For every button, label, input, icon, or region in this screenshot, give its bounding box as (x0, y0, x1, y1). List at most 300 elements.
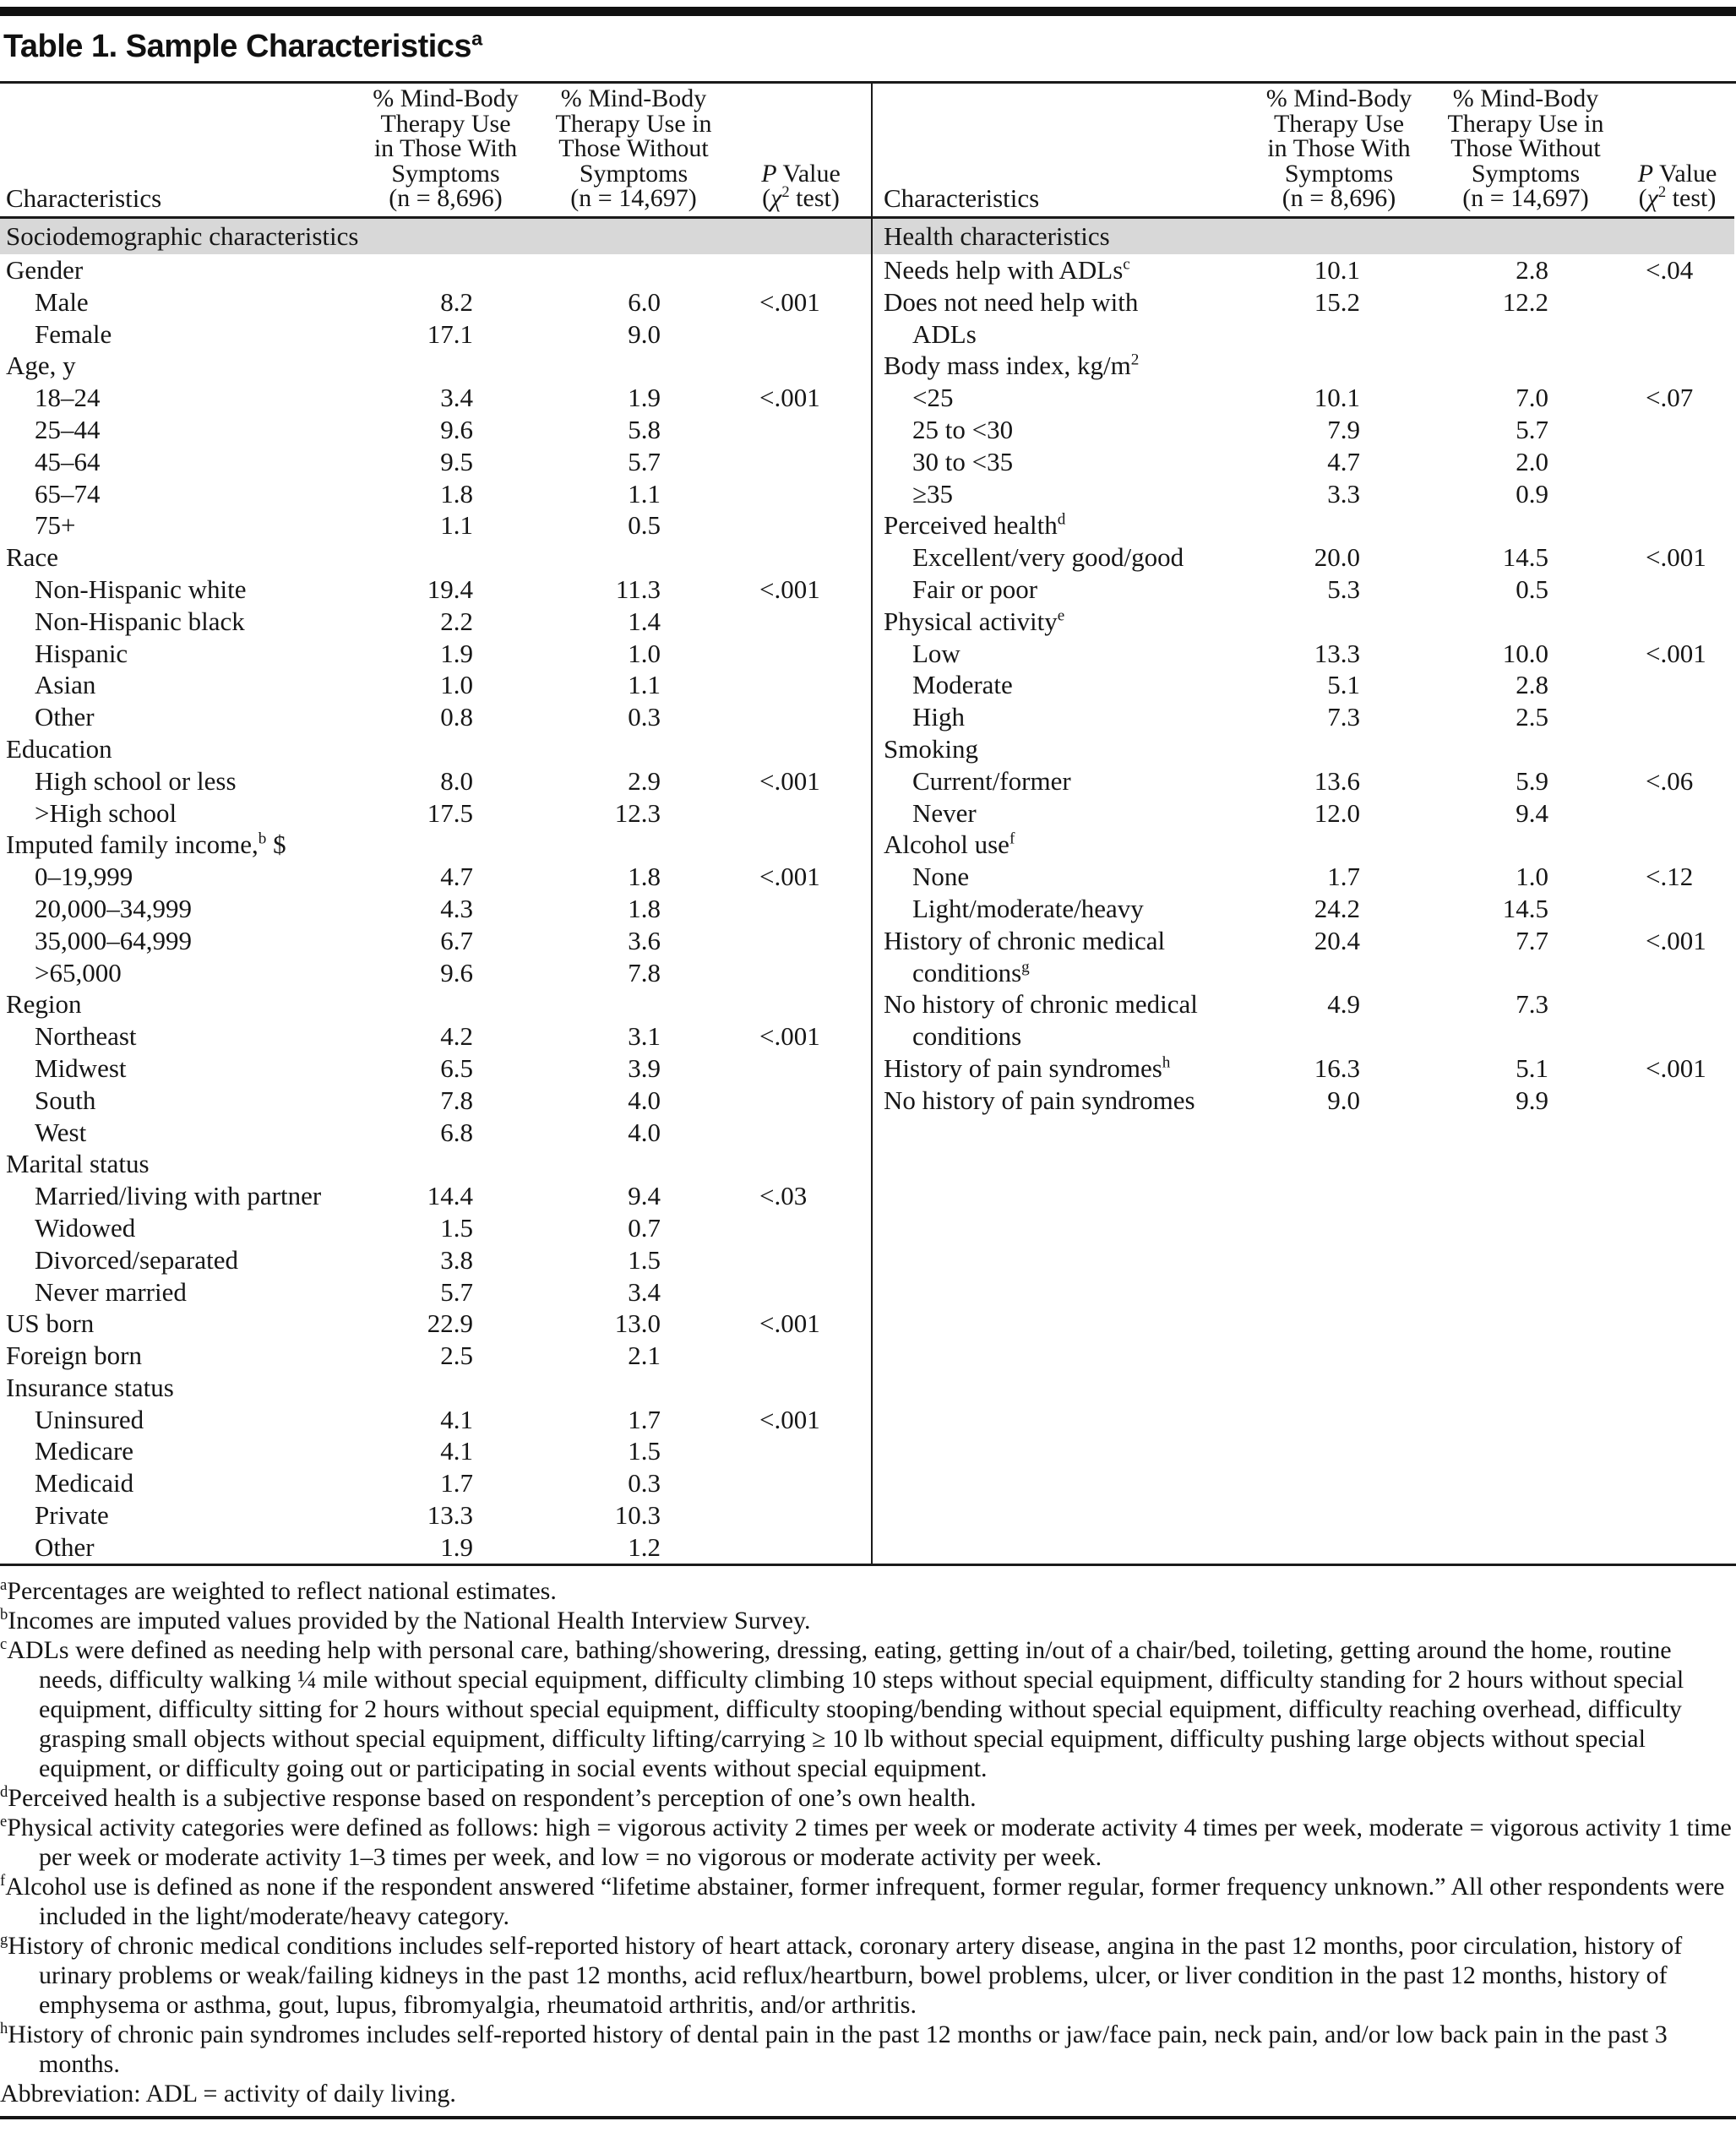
row-label: Widowed (35, 1212, 136, 1243)
sociodemographic-rows (0, 254, 871, 1564)
p-value (661, 478, 871, 510)
value-without-symptoms: 2.1 (628, 1341, 661, 1371)
row-label: High (912, 702, 965, 732)
p-value (1548, 957, 1734, 989)
p-value (1548, 701, 1734, 733)
row-label: Needs help with ADLs$^c$ (884, 255, 1130, 285)
value-without-symptoms: 3.1 (628, 1021, 661, 1052)
row-label: Marital status (6, 1149, 150, 1179)
value-without-symptoms: 0.3 (628, 1468, 661, 1498)
row-label: Never (912, 797, 977, 828)
table-row (0, 254, 871, 286)
p-value (1548, 350, 1734, 382)
p-value (661, 893, 871, 925)
row-label: Medicare (35, 1436, 134, 1466)
p-value (661, 541, 871, 574)
table-row (871, 1020, 1734, 1052)
row-label: Moderate (912, 670, 1013, 700)
table-row (0, 1117, 871, 1149)
table-row (871, 541, 1734, 574)
row-label: Insurance status (6, 1372, 174, 1402)
value-with-symptoms (355, 350, 473, 382)
row-label: Body mass index, $kg/m^2$ (884, 351, 1140, 381)
p-value: <.04 (1646, 255, 1694, 285)
value-with-symptoms: 5.7 (440, 1276, 473, 1307)
value-with-symptoms: 22.9 (427, 1308, 473, 1339)
table-row (0, 1499, 871, 1531)
row-label: 18–24 (35, 383, 101, 413)
value-with-symptoms: 1.7 (1327, 862, 1360, 892)
value-without-symptoms: 4.0 (628, 1117, 661, 1147)
table-row (871, 574, 1734, 606)
table-row (0, 1308, 871, 1340)
without-symptoms-header: % Mind-Body Therapy Use in Those Without Symptoms (n = 14,697) (1447, 84, 1604, 213)
row-label: Midwest (35, 1052, 127, 1083)
table-row (0, 1148, 871, 1180)
value-with-symptoms: 4.1 (440, 1436, 473, 1466)
value-with-symptoms (1243, 829, 1360, 861)
top-rule (0, 7, 1736, 16)
health-table (871, 84, 1734, 1564)
row-label: No history of pain syndromes (884, 1085, 1195, 1115)
value-without-symptoms (473, 1372, 661, 1404)
value-with-symptoms: 24.2 (1314, 893, 1360, 923)
p-value (661, 414, 871, 446)
footnote-c: $^c$ADLs were defined as needing help with personal care, bathing/showering, dressing, eating, getting in/out of a chair/bed, toileting, getting around the home, routine needs, difficulty walking ¼ mile without special equipment, difficulty climbing 10 steps without special equipment, difficulty standing for 2 hours without special equipment, difficulty sitting for 2 hours without special equipment, difficulty stooping/bending without special equipment, difficulty reaching overhead, difficulty grasping small objects without special equipment, difficulty lifting/carrying ≥ 10 lb without special equipment, difficulty pushing large objects without special equipment, or difficulty going out or participating in social events without special equipment. (0, 1635, 1684, 1782)
value-without-symptoms (1360, 957, 1548, 989)
value-with-symptoms: 4.1 (440, 1404, 473, 1434)
p-value: <.001 (759, 383, 820, 413)
row-label: Alcohol use$^f$ (884, 829, 1015, 860)
p-value (1548, 509, 1734, 541)
value-with-symptoms (355, 254, 473, 286)
value-without-symptoms: 6.0 (628, 286, 661, 317)
table-row (871, 414, 1734, 446)
table-row (0, 1020, 871, 1052)
p-value (661, 350, 871, 382)
table-body (0, 84, 1736, 1564)
column-header-left (0, 84, 871, 216)
row-label: Male (35, 286, 89, 317)
value-with-symptoms: 8.2 (440, 286, 473, 317)
table-row (871, 861, 1734, 893)
with-symptoms-header: % Mind-Body Therapy Use in Those With Symptoms (n = 8,696) (1265, 84, 1412, 213)
p-value: <.06 (1646, 765, 1694, 796)
table-row (0, 478, 871, 510)
p-value (661, 1052, 871, 1085)
value-with-symptoms: 20.0 (1314, 542, 1360, 573)
value-without-symptoms: 0.3 (628, 702, 661, 732)
row-label: High school or less (35, 765, 237, 796)
p-value (1548, 1085, 1734, 1117)
p-value (661, 1340, 871, 1372)
footnote-f: $^f$Alcohol use is defined as none if the respondent answered “lifetime abstainer, former infrequent, former regular, former frequency unknown.” All other respondents were included in the light/moderate/heavy category. (0, 1872, 1725, 1930)
table-row (871, 1052, 1734, 1085)
column-header-right (871, 84, 1734, 216)
value-with-symptoms (1243, 318, 1360, 351)
value-without-symptoms: 2.8 (1516, 670, 1548, 700)
value-with-symptoms: 1.8 (440, 478, 473, 509)
value-with-symptoms: 1.5 (440, 1212, 473, 1243)
value-without-symptoms (473, 350, 661, 382)
p-value (1548, 733, 1734, 765)
value-with-symptoms (355, 733, 473, 765)
value-with-symptoms: 17.1 (427, 318, 473, 349)
row-label: Imputed family income,$^b$ $ (6, 829, 286, 860)
value-with-symptoms: 10.1 (1314, 255, 1360, 285)
value-with-symptoms: 1.9 (440, 1531, 473, 1562)
row-label: Age, y (6, 351, 76, 381)
table-row (0, 1244, 871, 1276)
value-without-symptoms: 0.7 (628, 1212, 661, 1243)
p-value (1548, 286, 1734, 318)
value-without-symptoms: 2.5 (1516, 702, 1548, 732)
p-value (661, 701, 871, 733)
value-with-symptoms: 3.8 (440, 1244, 473, 1275)
value-with-symptoms (355, 829, 473, 861)
table-title: Table 1. Sample Characteristics$^a$ (3, 27, 482, 64)
p-value (661, 797, 871, 829)
row-label: 75+ (35, 510, 76, 541)
value-without-symptoms: 1.2 (628, 1531, 661, 1562)
p-value (661, 638, 871, 670)
row-label: Married/living with partner (35, 1181, 322, 1211)
value-with-symptoms: 5.3 (1327, 574, 1360, 604)
value-without-symptoms (473, 829, 661, 861)
table-row (0, 701, 871, 733)
p-value (1548, 669, 1734, 701)
value-with-symptoms: 13.3 (427, 1500, 473, 1531)
table-row (871, 957, 1734, 989)
value-without-symptoms: 5.7 (628, 446, 661, 476)
p-value (1548, 1020, 1734, 1052)
value-without-symptoms: 1.8 (628, 862, 661, 892)
row-label: Never married (35, 1276, 187, 1307)
value-with-symptoms: 2.2 (440, 606, 473, 636)
value-with-symptoms: 3.3 (1327, 478, 1360, 509)
value-without-symptoms: 4.0 (628, 1085, 661, 1115)
value-without-symptoms: 9.9 (1516, 1085, 1548, 1115)
p-value (661, 318, 871, 351)
value-without-symptoms: 7.0 (1516, 383, 1548, 413)
table-row (0, 988, 871, 1020)
table-row (0, 286, 871, 318)
p-value (661, 1212, 871, 1244)
p-value (1548, 414, 1734, 446)
value-with-symptoms: 15.2 (1314, 286, 1360, 317)
value-with-symptoms: 4.2 (440, 1021, 473, 1052)
footnote-a: $^a$Percentages are weighted to reflect national estimates. (0, 1576, 557, 1605)
row-label: Fair or poor (912, 574, 1038, 604)
value-without-symptoms (473, 988, 661, 1020)
p-value: <.001 (759, 765, 820, 796)
p-value (661, 1499, 871, 1531)
value-without-symptoms: 14.5 (1502, 542, 1548, 573)
value-without-symptoms (1360, 350, 1548, 382)
row-label: South (35, 1085, 96, 1115)
value-without-symptoms: 1.0 (1516, 862, 1548, 892)
value-with-symptoms: 1.0 (440, 670, 473, 700)
value-with-symptoms: 16.3 (1314, 1052, 1360, 1083)
value-without-symptoms (1360, 606, 1548, 638)
value-without-symptoms: 1.4 (628, 606, 661, 636)
value-without-symptoms: 14.5 (1502, 893, 1548, 923)
table-row (0, 1212, 871, 1244)
value-without-symptoms (473, 733, 661, 765)
value-with-symptoms (1243, 733, 1360, 765)
value-with-symptoms (355, 541, 473, 574)
table-row (0, 350, 871, 382)
table-row (871, 893, 1734, 925)
row-label: Does not need help with (884, 286, 1139, 317)
sociodemographic-table (0, 84, 871, 1564)
value-without-symptoms: 1.9 (628, 383, 661, 413)
p-value (661, 733, 871, 765)
with-symptoms-header: % Mind-Body Therapy Use in Those With Symptoms (n = 8,696) (373, 84, 519, 213)
value-without-symptoms: 13.0 (614, 1308, 661, 1339)
footnote-g: $^g$History of chronic medical conditions includes self-reported history of heart attack, coronary artery disease, angina in the past 12 months, poor circulation, history of urinary problems or weak/failing kidneys in the past 12 months, acid reflux/heartburn, bowel problems, ulcer, or liver condition in the past 12 months, history of emphysema or asthma, gout, lupus, fibromyalgia, rheumatoid arthritis, and/or arthritis. (0, 1931, 1683, 2019)
row-label: No history of chronic medical (884, 989, 1198, 1020)
health-rows (871, 254, 1734, 1117)
table-row (871, 988, 1734, 1020)
p-value (661, 988, 871, 1020)
value-with-symptoms: 1.9 (440, 638, 473, 668)
row-label: Non-Hispanic white (35, 574, 247, 604)
value-with-symptoms: 1.7 (440, 1468, 473, 1498)
value-with-symptoms: 2.5 (440, 1341, 473, 1371)
p-value (1548, 318, 1734, 351)
row-label: 45–64 (35, 446, 101, 476)
row-label: Excellent/very good/good (912, 542, 1184, 573)
row-label: Foreign born (6, 1341, 143, 1371)
value-without-symptoms (1360, 318, 1548, 351)
value-with-symptoms: 6.8 (440, 1117, 473, 1147)
value-without-symptoms: 5.1 (1516, 1052, 1548, 1083)
p-value: <.001 (1646, 542, 1706, 573)
value-without-symptoms: 12.2 (1502, 286, 1548, 317)
table-row (871, 669, 1734, 701)
p-value (661, 254, 871, 286)
section-header-health: Health characteristics (871, 219, 1734, 254)
table-row (0, 574, 871, 606)
value-with-symptoms: 9.6 (440, 957, 473, 987)
table-row (0, 1180, 871, 1212)
value-without-symptoms: 1.8 (628, 893, 661, 923)
table-row (871, 797, 1734, 829)
row-label: >High school (35, 797, 177, 828)
row-label: Medicaid (35, 1468, 134, 1498)
row-label: History of chronic medical (884, 925, 1166, 955)
row-label: Other (35, 1531, 95, 1562)
value-with-symptoms: 7.3 (1327, 702, 1360, 732)
value-without-symptoms: 11.3 (615, 574, 661, 604)
table-row (0, 1372, 871, 1404)
table-row (0, 1085, 871, 1117)
table-row (0, 606, 871, 638)
value-without-symptoms: 12.3 (614, 797, 661, 828)
value-without-symptoms: 7.7 (1516, 925, 1548, 955)
table-row (871, 925, 1734, 957)
value-with-symptoms (1243, 509, 1360, 541)
value-with-symptoms: 6.5 (440, 1052, 473, 1083)
footnote-h: $^h$History of chronic pain syndromes includes self-reported history of dental pain in the past 12 months or jaw/face pain, neck pain, and/or low back pain in the past 3 months. (0, 2020, 1668, 2078)
value-without-symptoms: 5.9 (1516, 765, 1548, 796)
value-without-symptoms: 5.8 (628, 414, 661, 444)
p-value (661, 1372, 871, 1404)
value-without-symptoms: 9.4 (1516, 797, 1548, 828)
p-value: <.001 (1646, 638, 1706, 668)
value-with-symptoms: 20.4 (1314, 925, 1360, 955)
table-row (0, 925, 871, 957)
table-bottom-rule (0, 1564, 1736, 1566)
value-with-symptoms: 4.7 (440, 862, 473, 892)
table-row (0, 1435, 871, 1467)
value-with-symptoms: 4.7 (1327, 446, 1360, 476)
p-value: <.001 (1646, 1052, 1706, 1083)
table-row (871, 701, 1734, 733)
value-with-symptoms: 6.7 (440, 925, 473, 955)
p-value (661, 957, 871, 989)
table-row (871, 478, 1734, 510)
table-row (871, 1085, 1734, 1117)
table-row (0, 1404, 871, 1436)
table-row (871, 382, 1734, 414)
characteristics-header: Characteristics (6, 183, 162, 214)
table-row (0, 733, 871, 765)
value-without-symptoms: 0.9 (1516, 478, 1548, 509)
value-with-symptoms: 1.1 (440, 510, 473, 541)
table-row (0, 541, 871, 574)
value-with-symptoms: 3.4 (440, 383, 473, 413)
table-row (0, 1467, 871, 1499)
value-with-symptoms: 17.5 (427, 797, 473, 828)
row-label: conditions$^g$ (912, 957, 1030, 987)
value-without-symptoms: 1.5 (628, 1244, 661, 1275)
table-row (0, 509, 871, 541)
footnote-abbreviation: Abbreviation: ADL = activity of daily living. (0, 2080, 456, 2108)
value-with-symptoms (1243, 606, 1360, 638)
p-value: <.001 (1646, 925, 1706, 955)
p-value (661, 1148, 871, 1180)
value-with-symptoms: 10.1 (1314, 383, 1360, 413)
table-row (871, 286, 1734, 318)
p-value (661, 829, 871, 861)
value-with-symptoms: 0.8 (440, 702, 473, 732)
row-label: 25–44 (35, 414, 101, 444)
value-without-symptoms: 2.9 (628, 765, 661, 796)
value-without-symptoms: 2.0 (1516, 446, 1548, 476)
row-label: 0–19,999 (35, 862, 133, 892)
p-value (1548, 574, 1734, 606)
value-without-symptoms: 10.3 (614, 1500, 661, 1531)
value-with-symptoms (1243, 1020, 1360, 1052)
table-row (871, 765, 1734, 797)
value-with-symptoms: 7.8 (440, 1085, 473, 1115)
value-without-symptoms: 3.9 (628, 1052, 661, 1083)
table-row (0, 318, 871, 351)
row-label: Hispanic (35, 638, 128, 668)
value-without-symptoms: 9.0 (628, 318, 661, 349)
p-value (1548, 829, 1734, 861)
p-value: <.001 (759, 286, 820, 317)
value-without-symptoms: 0.5 (1516, 574, 1548, 604)
row-label: Other (35, 702, 95, 732)
section-header-sociodemographic: Sociodemographic characteristics (0, 219, 871, 254)
p-value (661, 1467, 871, 1499)
p-value (661, 1435, 871, 1467)
row-label: Non-Hispanic black (35, 606, 245, 636)
p-value (661, 606, 871, 638)
table-row (0, 829, 871, 861)
table-row (0, 1052, 871, 1085)
value-with-symptoms: 5.1 (1327, 670, 1360, 700)
value-without-symptoms (1360, 733, 1548, 765)
p-value (661, 1276, 871, 1308)
row-label: West (35, 1117, 87, 1147)
p-value-header: P Value ($\chi^2$ test) (761, 159, 841, 213)
row-label: Asian (35, 670, 96, 700)
value-with-symptoms: 4.9 (1327, 989, 1360, 1020)
row-label: None (912, 862, 970, 892)
row-label: ADLs (912, 318, 977, 349)
row-label: Private (35, 1500, 109, 1531)
p-value: <.001 (759, 862, 820, 892)
table-row (0, 765, 871, 797)
value-with-symptoms (1243, 957, 1360, 989)
p-value (1548, 893, 1734, 925)
p-value (1548, 797, 1734, 829)
p-value: <.001 (759, 1308, 820, 1339)
table-row (0, 1531, 871, 1564)
row-label: Region (6, 989, 82, 1020)
row-label: Race (6, 542, 58, 573)
value-with-symptoms: 12.0 (1314, 797, 1360, 828)
table-row (0, 414, 871, 446)
p-value: <.03 (759, 1181, 808, 1211)
p-value (1548, 988, 1734, 1020)
p-value (661, 509, 871, 541)
table-row (0, 669, 871, 701)
value-without-symptoms (473, 254, 661, 286)
row-label: 20,000–34,999 (35, 893, 192, 923)
p-value: <.07 (1646, 383, 1694, 413)
p-value-header: P Value ($\chi^2$ test) (1637, 159, 1717, 213)
table-row (871, 829, 1734, 861)
value-without-symptoms: 5.7 (1516, 414, 1548, 444)
value-without-symptoms: 1.1 (628, 478, 661, 509)
row-label: History of pain syndromes$^h$ (884, 1052, 1171, 1083)
p-value (1548, 606, 1734, 638)
value-with-symptoms: 9.6 (440, 414, 473, 444)
row-label: Light/moderate/heavy (912, 893, 1144, 923)
p-value: <.001 (759, 574, 820, 604)
table-row (871, 350, 1734, 382)
value-without-symptoms: 9.4 (628, 1181, 661, 1211)
footnote-b: $^b$Incomes are imputed values provided by the National Health Interview Survey. (0, 1606, 811, 1634)
value-without-symptoms (473, 1148, 661, 1180)
table-row (0, 957, 871, 989)
value-without-symptoms (473, 541, 661, 574)
table-row (871, 318, 1734, 351)
value-without-symptoms: 10.0 (1502, 638, 1548, 668)
table-row (871, 254, 1734, 286)
row-label: >65,000 (35, 957, 122, 987)
row-label: Northeast (35, 1021, 137, 1052)
p-value (1548, 478, 1734, 510)
row-label: 30 to <35 (912, 446, 1014, 476)
value-with-symptoms: 9.0 (1327, 1085, 1360, 1115)
footnote-d: $^d$Perceived health is a subjective response based on respondent’s perception of one’s own health. (0, 1783, 977, 1812)
